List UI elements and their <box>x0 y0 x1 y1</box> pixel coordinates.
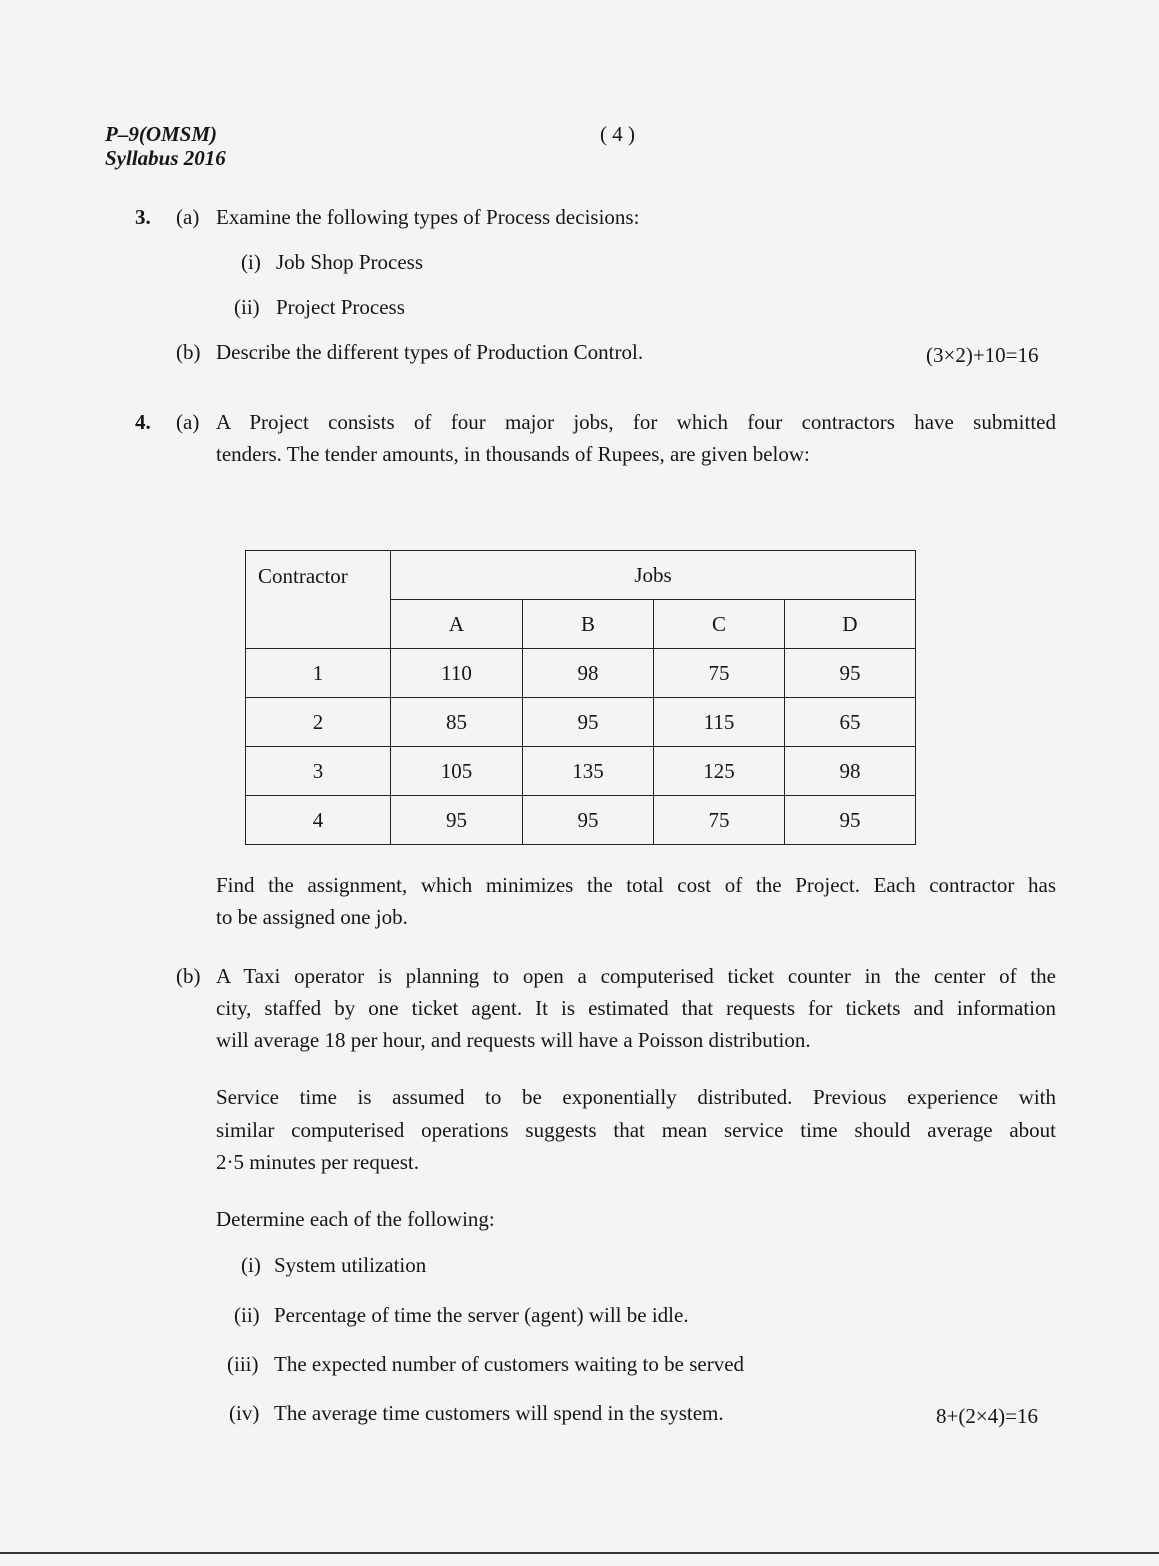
q3-part-b-text: Describe the different types of Production Control. <box>216 340 644 364</box>
cost-cell: 65 <box>785 698 916 747</box>
table-row <box>246 698 916 747</box>
q4-item-label: (i) <box>241 1253 261 1277</box>
q4-marks: 8+(2×4)=16 <box>936 1404 1039 1428</box>
q4-item-text: System utilization <box>274 1253 427 1277</box>
q3-part-a-label: (a) <box>176 205 200 229</box>
job-header: D <box>785 600 916 649</box>
syllabus-year: Syllabus 2016 <box>105 146 226 170</box>
q4-part-b-line: A Taxi operator is planning to open a computerised ticket counter in the center of the <box>216 964 1056 988</box>
q4-part-b-line: city, staffed by one ticket agent. It is estimated that requests for tickets and information <box>216 996 1056 1020</box>
q4-part-b-line: Service time is assumed to be exponentially distributed. Previous experience with <box>216 1085 1056 1109</box>
contractor-header: Contractor <box>246 551 391 649</box>
page-bottom-rule <box>0 1552 1159 1554</box>
jobs-header: Jobs <box>391 551 916 600</box>
q4-part-a-label: (a) <box>176 410 200 434</box>
cost-cell: 75 <box>654 796 785 845</box>
q4-item-label: (ii) <box>234 1303 260 1327</box>
page-number: ( 4 ) <box>600 122 635 146</box>
contractor-cell: 1 <box>246 649 391 698</box>
cost-cell: 95 <box>391 796 523 845</box>
q3-part-a-text: Examine the following types of Process decisions: <box>216 205 640 229</box>
job-header: A <box>391 600 523 649</box>
cost-cell: 98 <box>523 649 654 698</box>
cost-cell: 95 <box>523 698 654 747</box>
q4-part-a-instruction: to be assigned one job. <box>216 905 408 929</box>
q4-item-text: The average time customers will spend in the system. <box>274 1401 724 1425</box>
question-number-3: 3. <box>135 205 151 229</box>
cost-cell: 115 <box>654 698 785 747</box>
cost-cell: 75 <box>654 649 785 698</box>
q3-item-label: (ii) <box>234 295 260 319</box>
job-header: B <box>523 600 654 649</box>
q4-part-b-label: (b) <box>176 964 201 988</box>
q3-item-label: (i) <box>241 250 261 274</box>
q4-part-b-line: similar computerised operations suggests that mean service time should average about <box>216 1118 1056 1142</box>
q4-item-label: (iv) <box>229 1401 260 1425</box>
cost-cell: 95 <box>785 649 916 698</box>
q4-item-text: Percentage of time the server (agent) will be idle. <box>274 1303 689 1327</box>
cost-cell: 110 <box>391 649 523 698</box>
cost-cell: 105 <box>391 747 523 796</box>
q4-part-b-line: will average 18 per hour, and requests will have a Poisson distribution. <box>216 1028 811 1052</box>
q4-item-label: (iii) <box>227 1352 259 1376</box>
cost-cell: 98 <box>785 747 916 796</box>
cost-cell: 125 <box>654 747 785 796</box>
cost-cell: 85 <box>391 698 523 747</box>
q3-part-b-label: (b) <box>176 340 201 364</box>
q4-part-a-line: tenders. The tender amounts, in thousands of Rupees, are given below: <box>216 442 810 466</box>
tender-table <box>245 550 916 845</box>
job-header: C <box>654 600 785 649</box>
table-row <box>246 649 916 698</box>
table-row <box>246 796 916 845</box>
contractor-cell: 2 <box>246 698 391 747</box>
q3-item-text: Project Process <box>276 295 405 319</box>
cost-cell: 135 <box>523 747 654 796</box>
q3-item-text: Job Shop Process <box>276 250 424 274</box>
q4-item-text: The expected number of customers waiting to be served <box>274 1352 745 1376</box>
paper-code: P–9(OMSM) <box>105 122 218 146</box>
cost-cell: 95 <box>523 796 654 845</box>
q4-part-a-line: A Project consists of four major jobs, for which four contractors have submitted <box>216 410 1056 434</box>
contractor-cell: 4 <box>246 796 391 845</box>
table-row <box>246 747 916 796</box>
q4-part-b-prompt: Determine each of the following: <box>216 1207 495 1231</box>
q4-part-b-line: 2·5 minutes per request. <box>216 1150 419 1174</box>
cost-cell: 95 <box>785 796 916 845</box>
table-header-row <box>246 551 916 600</box>
contractor-cell: 3 <box>246 747 391 796</box>
q3-marks: (3×2)+10=16 <box>926 343 1039 367</box>
question-number-4: 4. <box>135 410 151 434</box>
q4-part-a-instruction: Find the assignment, which minimizes the total cost of the Project. Each contractor has <box>216 873 1056 897</box>
